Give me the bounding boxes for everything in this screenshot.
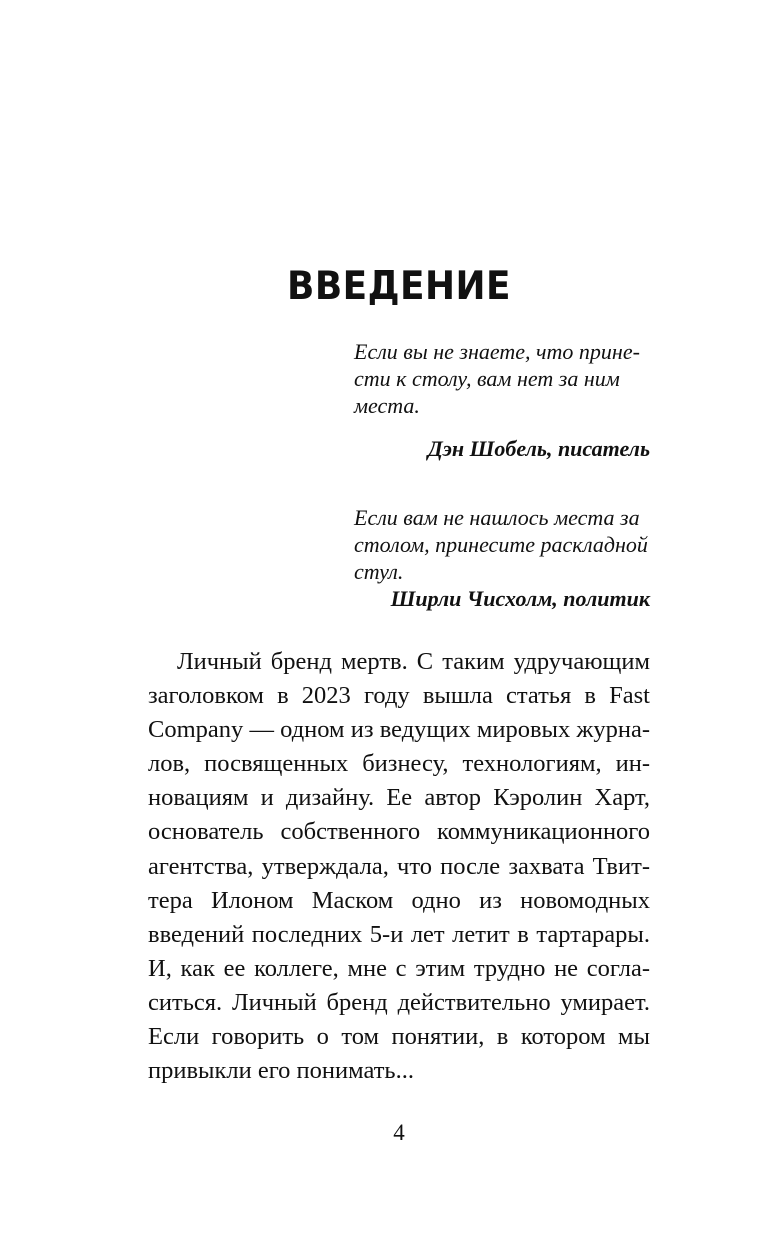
epigraph-author: Ширли Чисхолм, политик [390,586,650,611]
epigraph [354,338,650,462]
epigraph-quote: Если вам не нашлось места за столом, принесите раскладной стул. [354,505,648,584]
epigraph-quote: Если вы не знаете, что принести к столу, вам нет за ним места. [354,339,640,418]
page-number: 4 [393,1120,405,1145]
chapter-title: ВВЕДЕНИЕ [287,264,511,309]
epigraph-author: Дэн Шобель, писатель [427,436,650,461]
body-paragraph: Личный бренд мертв. С таким удручающим заголовком в 2023 году вышла статья в Fast Company — одном из ведущих мировых журналов, посвященных бизнесу, технологиям, инновациям и дизайну. Ее автор Кэролин Харт, основатель собственного коммуникационного агентства, утверждала, что после захвата Твиттера Илоном Маском одно из новомодных введений последних 5-и лет летит в тартарары. И, как ее коллеге, мне с этим трудно не согласиться. Личный бренд действительно умирает. Если говорить о том понятии, в котором мы привыкли его понимать... [148,648,650,1085]
epigraph [354,504,650,612]
